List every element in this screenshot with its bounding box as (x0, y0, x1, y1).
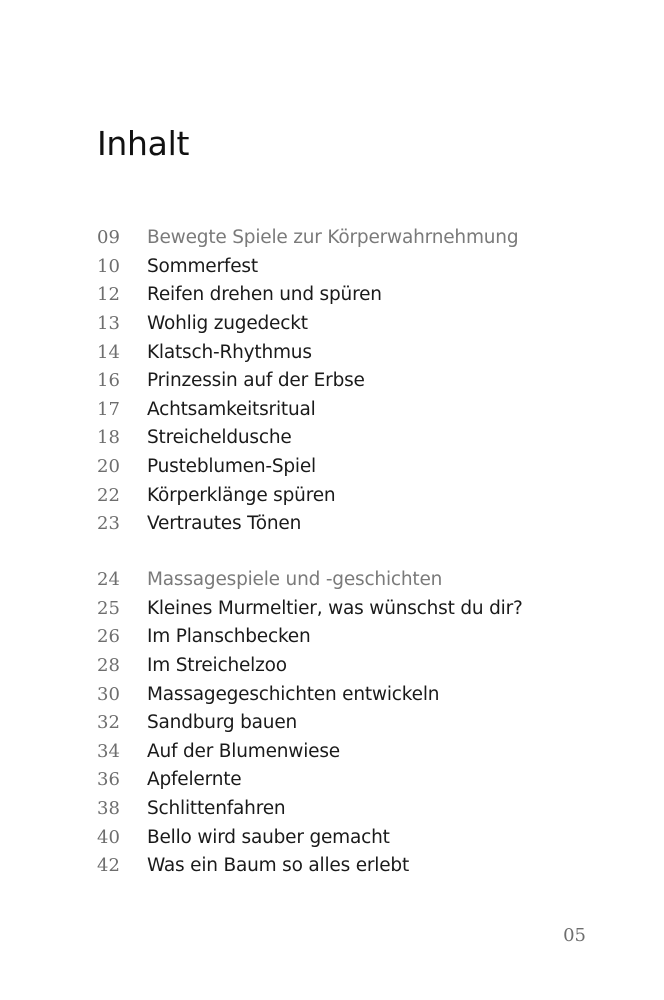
toc-page-number: 26 (97, 626, 120, 648)
toc-entry-label: Apfelernte (147, 769, 242, 791)
toc-entry-label: Streicheldusche (147, 427, 292, 449)
toc-entry-label: Im Streichelzoo (147, 655, 287, 677)
toc-entry-label: Schlittenfahren (147, 798, 286, 820)
toc-entry[interactable] (97, 367, 617, 396)
toc-page-number: 38 (97, 798, 120, 820)
toc-entry[interactable] (97, 738, 617, 767)
toc-entry-label: Wohlig zugedeckt (147, 313, 308, 335)
toc-entry[interactable] (97, 680, 617, 709)
toc-entry[interactable] (97, 709, 617, 738)
toc-entry-label: Was ein Baum so alles erlebt (147, 855, 410, 877)
toc-entry-label: Sandburg bauen (147, 712, 298, 734)
toc-entry[interactable] (97, 795, 617, 824)
toc-section-heading[interactable] (97, 224, 617, 253)
toc-page-number: 36 (97, 769, 120, 791)
toc-section-2 (97, 566, 617, 881)
toc-page-number: 32 (97, 712, 120, 734)
toc-page-number: 40 (97, 826, 120, 848)
toc-entry[interactable] (97, 766, 617, 795)
toc-entry[interactable] (97, 338, 617, 367)
toc-entry-label: Reifen drehen und spüren (147, 284, 382, 306)
toc-entry-label: Massagegeschichten entwickeln (147, 683, 440, 705)
toc-page-number: 24 (97, 569, 120, 591)
toc-page-number: 34 (97, 740, 120, 762)
toc-entry-label: Im Planschbecken (147, 626, 311, 648)
toc-entry[interactable] (97, 852, 617, 881)
toc-entry-label: Sommerfest (147, 255, 258, 277)
toc-page-number: 22 (97, 484, 120, 506)
toc-entry-label: Auf der Blumenwiese (147, 740, 340, 762)
toc-entry-label: Klatsch-Rhythmus (147, 341, 312, 363)
toc-page-number: 18 (97, 427, 120, 449)
toc-entry[interactable] (97, 281, 617, 310)
toc-page-number: 14 (97, 341, 120, 363)
toc-page-number: 25 (97, 597, 120, 619)
toc-entry[interactable] (97, 623, 617, 652)
toc-entry[interactable] (97, 481, 617, 510)
toc-page-number: 30 (97, 683, 120, 705)
toc-entry[interactable] (97, 510, 617, 539)
toc-entry[interactable] (97, 652, 617, 681)
toc-entry[interactable] (97, 424, 617, 453)
toc-entry[interactable] (97, 595, 617, 624)
toc-entry-label: Prinzessin auf der Erbse (147, 370, 365, 392)
toc-page-number: 17 (97, 398, 120, 420)
toc-entry-label: Kleines Murmeltier, was wünschst du dir? (147, 597, 523, 619)
page-number: 05 (563, 925, 586, 946)
toc-page-number: 13 (97, 313, 120, 335)
toc-entry[interactable] (97, 453, 617, 482)
toc-entry-label: Körperklänge spüren (147, 484, 336, 506)
toc-heading-label: Bewegte Spiele zur Körperwahrnehmung (147, 227, 519, 249)
toc-entry[interactable] (97, 823, 617, 852)
toc-section-1 (97, 224, 617, 539)
toc-heading-label: Massagespiele und -geschichten (147, 569, 443, 591)
toc-entry-label: Bello wird sauber gemacht (147, 826, 390, 848)
toc-page-number: 23 (97, 513, 120, 535)
toc-page-number: 16 (97, 370, 120, 392)
toc-page-number: 28 (97, 655, 120, 677)
toc-entry[interactable] (97, 310, 617, 339)
page-title: Inhalt (97, 124, 190, 163)
toc-page-number: 12 (97, 284, 120, 306)
toc-entry-label: Vertrautes Tönen (147, 513, 302, 535)
toc-entry[interactable] (97, 253, 617, 282)
toc-entry-label: Pusteblumen-Spiel (147, 456, 316, 478)
toc-entry[interactable] (97, 396, 617, 425)
toc-page-number: 20 (97, 456, 120, 478)
toc-page-number: 42 (97, 855, 120, 877)
toc-entry-label: Achtsamkeitsritual (147, 398, 316, 420)
toc-section-heading[interactable] (97, 566, 617, 595)
toc-page-number: 09 (97, 227, 120, 249)
toc-page-number: 10 (97, 255, 120, 277)
